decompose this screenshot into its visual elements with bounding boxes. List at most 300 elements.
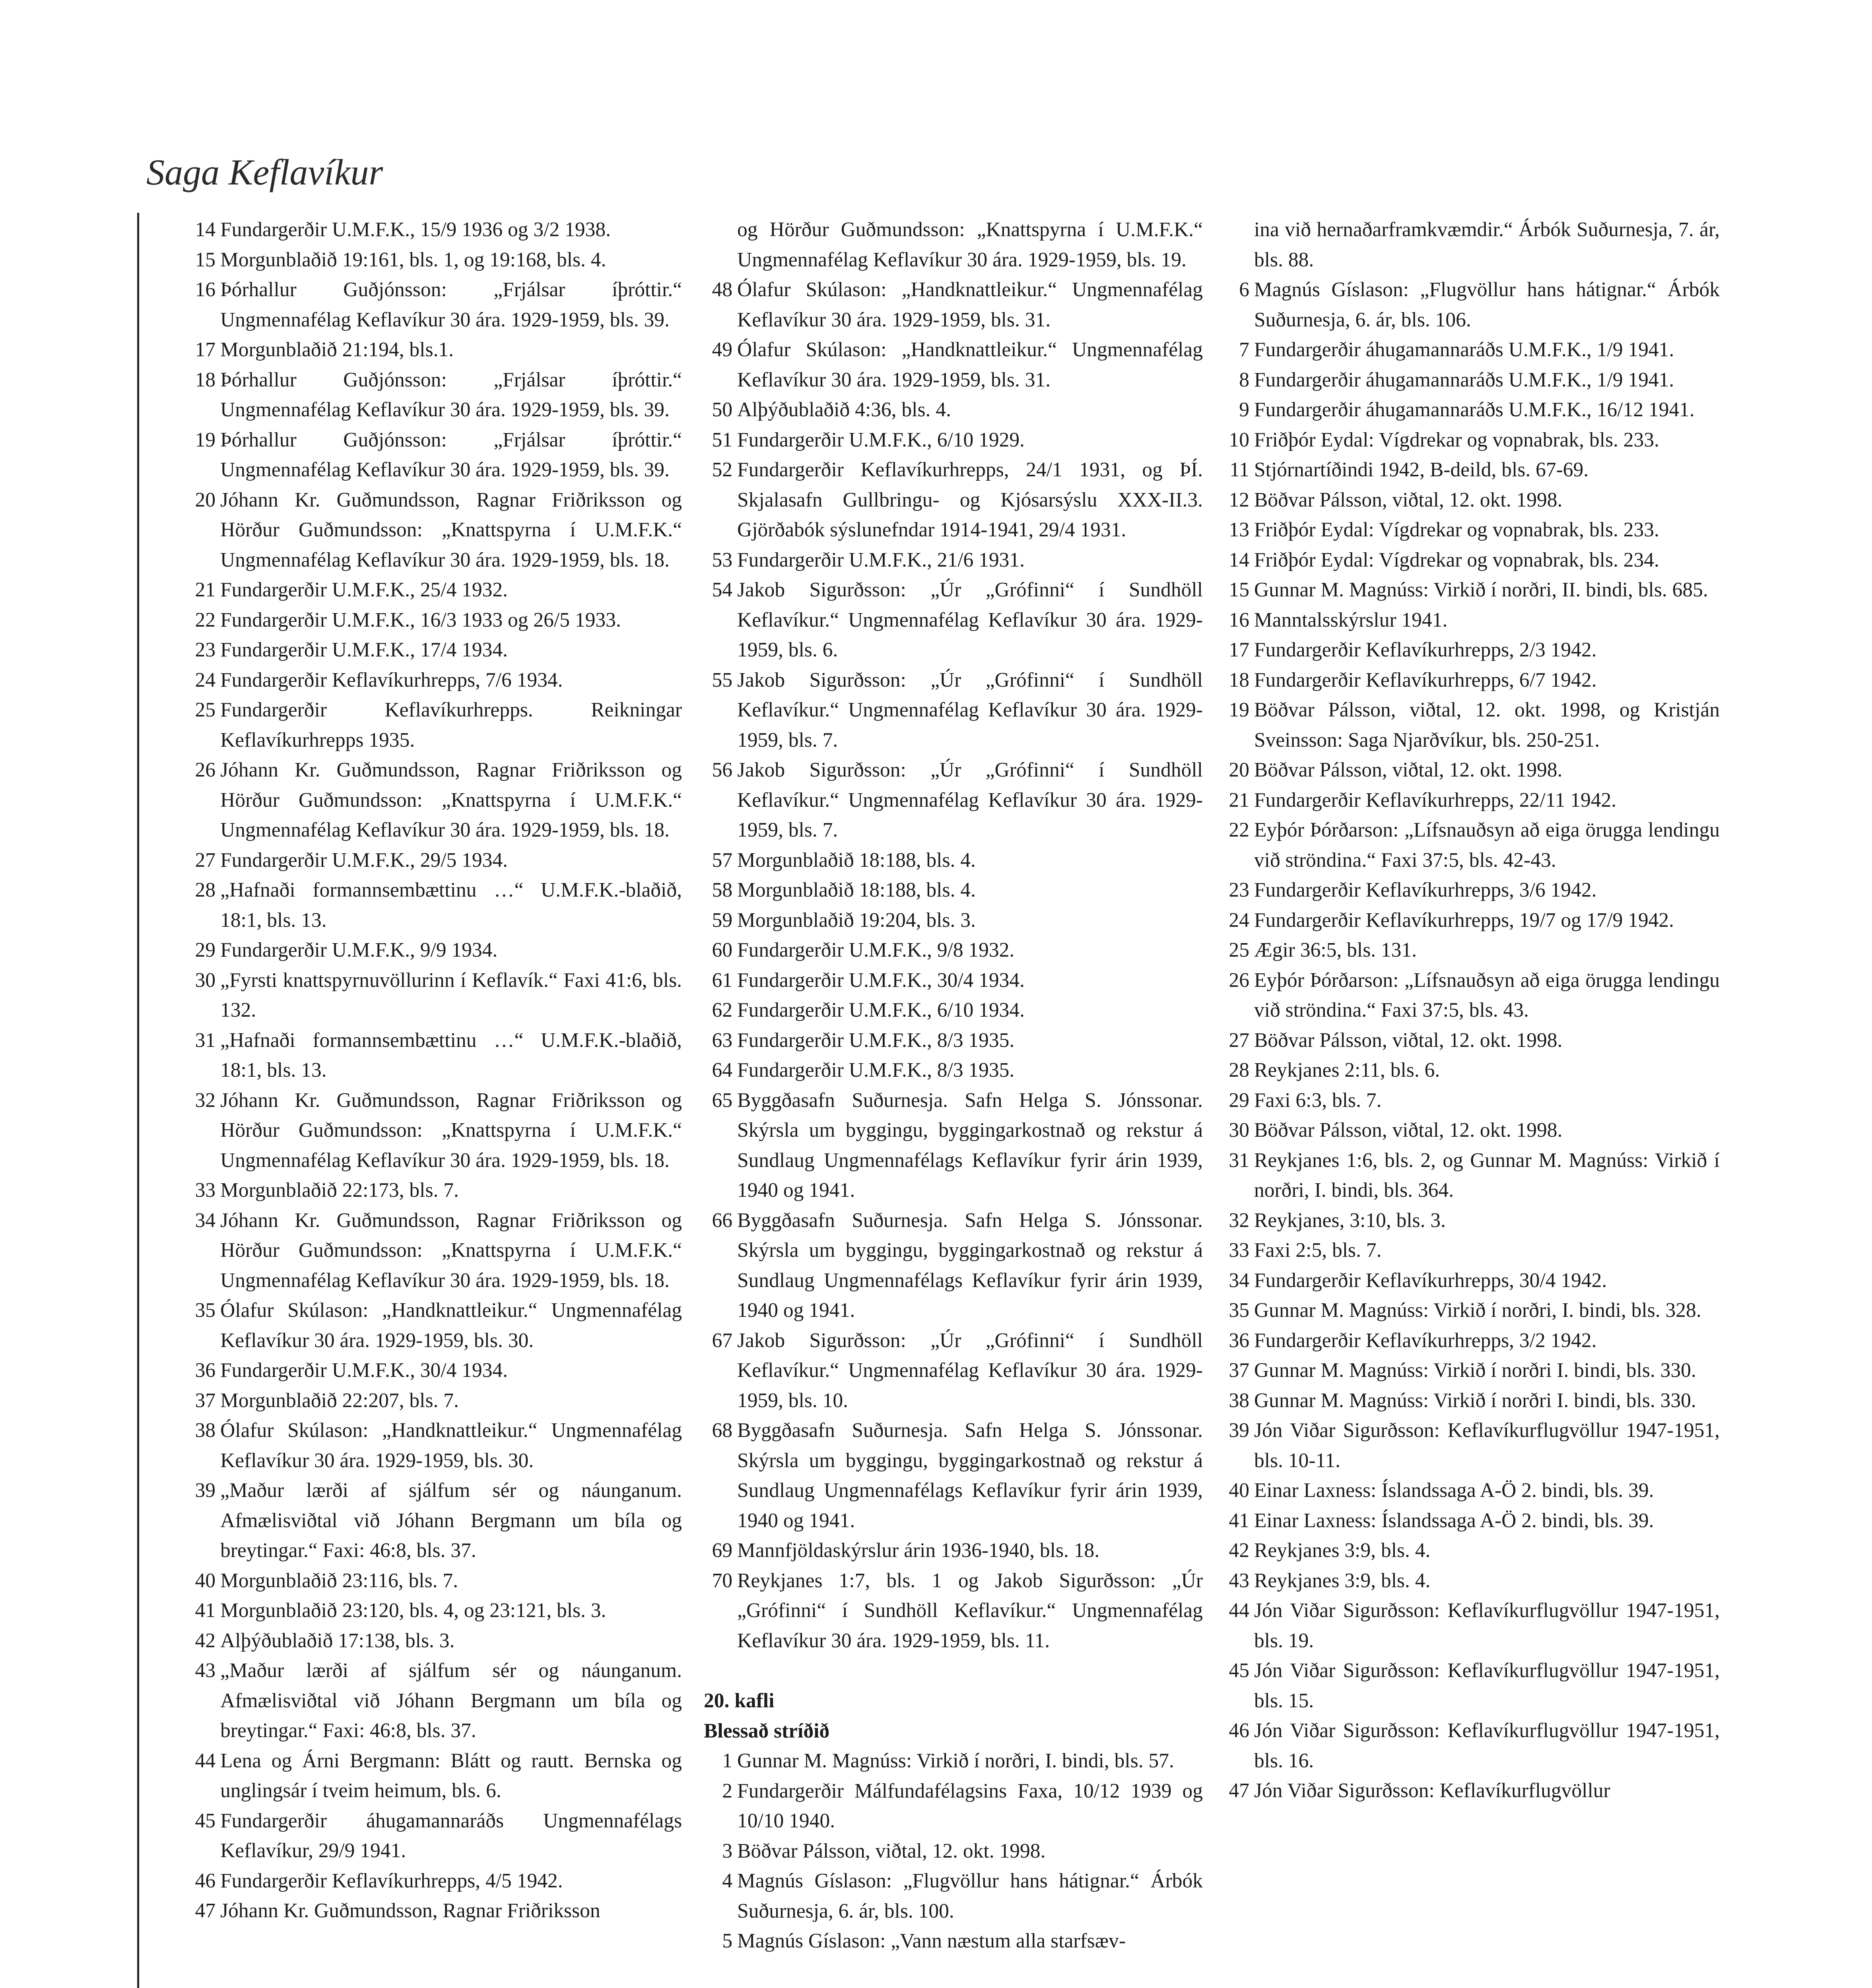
footnote-text: og Hörður Guðmundsson: „Knattspyrna í U.M.F.K.“ Ungmennafélag Keflavíkur 30 ára. 1929-1959, bls. 19. [737, 218, 1203, 271]
footnote-number: 18 [195, 368, 216, 391]
footnote [1221, 1475, 1720, 1506]
footnote [187, 1746, 682, 1806]
footnote-text: Morgunblaðið 21:194, bls.1. [220, 338, 454, 361]
footnote-number: 21 [195, 579, 216, 601]
footnote-text: Faxi 2:5, bls. 7. [1254, 1239, 1382, 1262]
footnote-number [704, 215, 737, 275]
footnote [704, 1836, 1203, 1866]
footnote-text: Jón Viðar Sigurðsson: Keflavíkurflugvöllur 1947-1951, bls. 16. [1254, 1719, 1720, 1772]
footnote [187, 1415, 682, 1475]
footnote [1221, 1536, 1720, 1566]
footnote-number: 53 [712, 548, 732, 571]
footnote-number: 11 [1229, 458, 1249, 481]
footnote-text: Fundargerðir áhugamannaráðs U.M.F.K., 1/9 1941. [1254, 338, 1674, 361]
footnote [1221, 665, 1720, 695]
footnote-number: 45 [195, 1809, 216, 1832]
footnote-text: Lena og Árni Bergmann: Blátt og rautt. Bernska og unglingsár í tveim heimum, bls. 6. [220, 1749, 682, 1802]
footnote-text: Fundargerðir Keflavíkurhrepps, 6/7 1942. [1254, 668, 1597, 691]
footnote-number: 21 [1229, 788, 1249, 812]
footnote-number: 15 [1229, 579, 1249, 601]
footnote-number: 4 [722, 1870, 732, 1892]
footnote-number: 30 [195, 969, 216, 992]
footnote-text: Reykjanes 1:7, bls. 1 og Jakob Sigurðsson: „Úr „Grófinni“ í Sundhöll Keflavíkur.“ Ungmennafélag Keflavíkur 30 ára. 1929-1959, bls. 11. [737, 1569, 1203, 1652]
footnote [187, 1175, 682, 1206]
footnote [1221, 935, 1720, 965]
footnote [187, 425, 682, 485]
footnote-number: 42 [1229, 1539, 1249, 1562]
footnote-number: 31 [195, 1029, 216, 1052]
footnote-number: 5 [722, 1930, 732, 1952]
footnote-text: Byggðasafn Suðurnesja. Safn Helga S. Jónssonar. Skýrsla um byggingu, byggingarkostnað og rekstur á Sundlaug Ungmennafélags Keflavíkur fyrir árin 1939, 1940 og 1941. [737, 1089, 1203, 1202]
footnote [1221, 1506, 1720, 1536]
footnote-text: Friðþór Eydal: Vígdrekar og vopnabrak, bls. 233. [1254, 428, 1659, 451]
footnote-number: 43 [1229, 1569, 1249, 1592]
footnote-text: Fundargerðir U.M.F.K., 9/8 1932. [737, 939, 1015, 961]
footnote-text: Böðvar Pálsson, viðtal, 12. okt. 1998. [1254, 488, 1563, 511]
notes-column-2 [704, 215, 1203, 1956]
footnote [704, 755, 1203, 845]
footnote-text: Fundargerðir Keflavíkurhrepps, 24/1 1931, og ÞÍ. Skjalasafn Gullbringu- og Kjósarsýslu XXX-II.3. Gjörðabók sýslunefndar 1914-1941, 29/4 1931. [737, 458, 1203, 541]
footnote [187, 575, 682, 605]
footnote [704, 965, 1203, 996]
footnote-number: 36 [195, 1359, 216, 1382]
footnote [1221, 1326, 1720, 1356]
footnote-text: Þórhallur Guðjónsson: „Frjálsar íþróttir.“ Ungmennafélag Keflavíkur 30 ára. 1929-1959, bls. 39. [220, 428, 682, 481]
footnote [1221, 905, 1720, 936]
footnote-text: Fundargerðir Keflavíkurhrepps, 19/7 og 17/9 1942. [1254, 909, 1674, 932]
footnote-number: 46 [1229, 1719, 1249, 1742]
footnote-number [1221, 215, 1254, 275]
footnote-number: 19 [195, 428, 216, 451]
footnote-text: Reykjanes 1:6, bls. 2, og Gunnar M. Magnúss: Virkið í norðri, I. bindi, bls. 364. [1254, 1149, 1720, 1202]
footnote [187, 365, 682, 425]
footnote-text: „Hafnaði formannsembættinu …“ U.M.F.K.-blaðið, 18:1, bls. 13. [220, 1029, 682, 1081]
footnote-text: Fundargerðir U.M.F.K., 15/9 1936 og 3/2 1938. [220, 218, 611, 241]
footnote-number: 41 [195, 1599, 216, 1622]
footnote [187, 875, 682, 935]
footnote-number: 36 [1229, 1329, 1249, 1352]
footnote-number: 55 [712, 668, 732, 691]
footnote-text: Manntalsskýrslur 1941. [1254, 608, 1448, 631]
margin-rule [137, 213, 139, 1988]
footnote-text: Fundargerðir U.M.F.K., 16/3 1933 og 26/5 1933. [220, 608, 621, 631]
footnote-number: 35 [195, 1299, 216, 1322]
footnote-text: Faxi 6:3, bls. 7. [1254, 1089, 1382, 1112]
footnote [704, 1566, 1203, 1656]
footnote-number: 33 [1229, 1239, 1249, 1262]
footnote-number: 39 [195, 1479, 216, 1502]
footnote [187, 695, 682, 755]
footnote [1221, 1415, 1720, 1475]
footnote-text: Jóhann Kr. Guðmundsson, Ragnar Friðriksson og Hörður Guðmundsson: „Knattspyrna í U.M.F.K.“ Ungmennafélag Keflavíkur 30 ára. 1929-1959, bls. 18. [220, 1209, 682, 1292]
footnote [704, 1326, 1203, 1416]
footnote [704, 1025, 1203, 1056]
footnote [704, 1776, 1203, 1836]
footnote [1221, 1235, 1720, 1266]
footnote-text: Jakob Sigurðsson: „Úr „Grófinni“ í Sundhöll Keflavíkur.“ Ungmennafélag Keflavíkur 30 ára. 1929-1959, bls. 6. [737, 579, 1203, 661]
footnote-number: 47 [1229, 1779, 1249, 1802]
footnote-number: 30 [1229, 1119, 1249, 1142]
footnote-text: Fundargerðir U.M.F.K., 29/5 1934. [220, 848, 508, 872]
footnote [1221, 1596, 1720, 1656]
footnote-number: 26 [195, 759, 216, 781]
footnote-number: 39 [1229, 1419, 1249, 1442]
footnote-text: Fundargerðir Keflavíkurhrepps, 7/6 1934. [220, 668, 563, 691]
footnote [704, 1746, 1203, 1776]
footnote-text: Mannfjöldaskýrslur árin 1936-1940, bls. 18. [737, 1539, 1100, 1562]
footnote [704, 905, 1203, 936]
footnote-text: ina við hernaðarframkvæmdir.“ Árbók Suðurnesja, 7. ár, bls. 88. [1254, 218, 1720, 271]
footnote [187, 1085, 682, 1176]
footnote-text: Magnús Gíslason: „Flugvöllur hans hátignar.“ Árbók Suðurnesja, 6. ár, bls. 100. [737, 1870, 1203, 1922]
footnote-number: 67 [712, 1329, 732, 1352]
footnote-number: 23 [195, 639, 216, 661]
footnote-number: 9 [1239, 398, 1249, 421]
footnote-number: 23 [1229, 879, 1249, 901]
footnote [187, 845, 682, 876]
footnote-text: Fundargerðir áhugamannaráðs U.M.F.K., 16/12 1941. [1254, 398, 1695, 421]
footnote-number: 17 [195, 338, 216, 361]
footnote [187, 1896, 682, 1926]
footnote [704, 425, 1203, 455]
footnote [1221, 575, 1720, 605]
footnote-text: Fundargerðir U.M.F.K., 30/4 1934. [737, 969, 1025, 992]
footnote-number: 22 [1229, 819, 1249, 841]
footnote [187, 605, 682, 635]
footnote-text: Eyþór Þórðarson: „Lífsnauðsyn að eiga örugga lendingu við ströndina.“ Faxi 37:5, bls. 43. [1254, 969, 1720, 1021]
footnote [704, 275, 1203, 335]
footnote [187, 665, 682, 695]
footnote-number: 27 [195, 848, 216, 872]
footnote-number: 69 [712, 1539, 732, 1562]
footnote-text: Byggðasafn Suðurnesja. Safn Helga S. Jónssonar. Skýrsla um byggingu, byggingarkostnað og rekstur á Sundlaug Ungmennafélags Keflavíkur fyrir árin 1939, 1940 og 1941. [737, 1419, 1203, 1532]
footnote-text: Gunnar M. Magnúss: Virkið í norðri, II. bindi, bls. 685. [1254, 579, 1708, 601]
footnote [1221, 365, 1720, 395]
footnote-text: Fundargerðir Keflavíkurhrepps. Reikningar Keflavíkurhrepps 1935. [220, 699, 682, 751]
footnote-text: „Maður lærði af sjálfum sér og náunganum. Afmælisviðtal við Jóhann Bergmann um bíla og breytingar.“ Faxi: 46:8, bls. 37. [220, 1479, 682, 1562]
footnote [1221, 1355, 1720, 1386]
footnote-text: Magnús Gíslason: „Flugvöllur hans hátignar.“ Árbók Suðurnesja, 6. ár, bls. 106. [1254, 278, 1720, 331]
footnote-number: 3 [722, 1839, 732, 1862]
footnote [704, 845, 1203, 876]
footnote-text: Stjórnartíðindi 1942, B-deild, bls. 67-69. [1254, 458, 1589, 481]
notes-list-chapter-20 [704, 1746, 1203, 1956]
footnote [187, 1475, 682, 1566]
footnote-text: Eyþór Þórðarson: „Lífsnauðsyn að eiga örugga lendingu við ströndina.“ Faxi 37:5, bls. 42-43. [1254, 819, 1720, 872]
footnote-number: 25 [195, 699, 216, 721]
footnote-number: 32 [195, 1089, 216, 1112]
footnote-text: Fundargerðir Keflavíkurhrepps, 4/5 1942. [220, 1869, 563, 1892]
footnote [1221, 1386, 1720, 1416]
footnote [1221, 1115, 1720, 1145]
footnote-number: 27 [1229, 1029, 1249, 1052]
footnote [187, 1295, 682, 1355]
footnote-text: Jakob Sigurðsson: „Úr „Grófinni“ í Sundhöll Keflavíkur.“ Ungmennafélag Keflavíkur 30 ára. 1929-1959, bls. 7. [737, 668, 1203, 751]
footnote-number: 41 [1229, 1509, 1249, 1532]
footnote [1221, 695, 1720, 755]
footnote-number: 14 [195, 218, 216, 241]
footnote [1221, 545, 1720, 575]
footnote [1221, 1776, 1720, 1806]
footnote-text: Reykjanes 3:9, bls. 4. [1254, 1569, 1431, 1592]
footnote-text: Böðvar Pálsson, viðtal, 12. okt. 1998. [1254, 1119, 1563, 1142]
section-spacer [704, 1656, 1203, 1686]
footnote-text: Alþýðublaðið 17:138, bls. 3. [220, 1629, 455, 1652]
footnote [187, 635, 682, 665]
footnote-number: 40 [195, 1569, 216, 1592]
footnote [1221, 395, 1720, 425]
footnote-number: 37 [1229, 1359, 1249, 1382]
footnote-text: „Maður lærði af sjálfum sér og náunganum. Afmælisviðtal við Jóhann Bergmann um bíla og breytingar.“ Faxi: 46:8, bls. 37. [220, 1659, 682, 1742]
running-header: Saga Keflavíkur [146, 152, 383, 192]
footnote-text: Böðvar Pálsson, viðtal, 12. okt. 1998. [1254, 759, 1563, 781]
footnote-text: Morgunblaðið 18:188, bls. 4. [737, 879, 976, 901]
footnote [187, 485, 682, 575]
footnote [187, 755, 682, 845]
footnote-text: Fundargerðir áhugamannaráðs U.M.F.K., 1/9 1941. [1254, 368, 1674, 391]
footnote-number: 16 [1229, 608, 1249, 631]
footnote-number: 34 [1229, 1269, 1249, 1292]
footnote [1221, 425, 1720, 455]
footnote-number: 44 [195, 1749, 216, 1772]
footnote-number: 24 [195, 668, 216, 691]
footnote-number: 15 [195, 248, 216, 271]
footnote-text: Morgunblaðið 22:173, bls. 7. [220, 1179, 459, 1202]
footnote-number: 46 [195, 1869, 216, 1892]
footnote-number: 16 [195, 278, 216, 301]
footnote-text: Böðvar Pálsson, viðtal, 12. okt. 1998, og Kristján Sveinsson: Saga Njarðvíkur, bls. 250-251. [1254, 699, 1720, 751]
footnote-text: Fundargerðir U.M.F.K., 8/3 1935. [737, 1059, 1015, 1081]
footnote-number: 22 [195, 608, 216, 631]
footnote-text: Fundargerðir Keflavíkurhrepps, 3/2 1942. [1254, 1329, 1597, 1352]
footnote [187, 215, 682, 245]
footnote-number: 57 [712, 848, 732, 872]
footnote [1221, 785, 1720, 815]
footnote-number: 40 [1229, 1479, 1249, 1502]
footnote-text: Jóhann Kr. Guðmundsson, Ragnar Friðriksson [220, 1899, 600, 1922]
footnote [187, 1355, 682, 1386]
footnote [1221, 215, 1720, 275]
footnote [704, 395, 1203, 425]
footnote-text: Ólafur Skúlason: „Handknattleikur.“ Ungmennafélag Keflavíkur 30 ára. 1929-1959, bls. 31. [737, 338, 1203, 391]
footnote [704, 1206, 1203, 1326]
footnote-number: 26 [1229, 969, 1249, 992]
footnote-text: Gunnar M. Magnúss: Virkið í norðri I. bindi, bls. 330. [1254, 1389, 1696, 1412]
footnote [704, 1926, 1203, 1956]
footnote [187, 1386, 682, 1416]
footnote-text: Jakob Sigurðsson: „Úr „Grófinni“ í Sundhöll Keflavíkur.“ Ungmennafélag Keflavíkur 30 ára. 1929-1959, bls. 10. [737, 1329, 1203, 1412]
footnote-number: 28 [1229, 1059, 1249, 1081]
footnote [1221, 1295, 1720, 1326]
footnote [1221, 1025, 1720, 1056]
footnote-text: Reykjanes 2:11, bls. 6. [1254, 1059, 1440, 1081]
footnote [187, 1656, 682, 1746]
footnote [704, 1415, 1203, 1536]
footnote [704, 575, 1203, 665]
footnote-text: Reykjanes 3:9, bls. 4. [1254, 1539, 1431, 1562]
footnote-number: 34 [195, 1209, 216, 1232]
footnote [704, 1536, 1203, 1566]
footnote-text: Þórhallur Guðjónsson: „Frjálsar íþróttir.“ Ungmennafélag Keflavíkur 30 ára. 1929-1959, bls. 39. [220, 278, 682, 331]
footnote-text: Alþýðublaðið 4:36, bls. 4. [737, 398, 951, 421]
footnote-number: 28 [195, 879, 216, 901]
footnote-text: Morgunblaðið 22:207, bls. 7. [220, 1389, 459, 1412]
footnote [1221, 455, 1720, 485]
footnote-text: Morgunblaðið 18:188, bls. 4. [737, 848, 976, 872]
footnote [1221, 275, 1720, 335]
footnote [187, 1806, 682, 1866]
footnote-text: Fundargerðir U.M.F.K., 30/4 1934. [220, 1359, 508, 1382]
footnote-text: Fundargerðir Keflavíkurhrepps, 3/6 1942. [1254, 879, 1597, 901]
footnote [704, 545, 1203, 575]
footnote-number: 51 [712, 428, 732, 451]
footnote [187, 245, 682, 275]
footnote-text: „Fyrsti knattspyrnuvöllurinn í Keflavík.“ Faxi 41:6, bls. 132. [220, 969, 682, 1021]
footnote-text: Jón Viðar Sigurðsson: Keflavíkurflugvöllur [1254, 1779, 1610, 1802]
footnote-number: 24 [1229, 909, 1249, 932]
footnote [1221, 485, 1720, 515]
footnote [187, 1596, 682, 1626]
footnote-number: 33 [195, 1179, 216, 1202]
footnote-text: Fundargerðir U.M.F.K., 21/6 1931. [737, 548, 1025, 571]
footnote [1221, 635, 1720, 665]
footnote-number: 13 [1229, 518, 1249, 541]
footnote-number: 50 [712, 398, 732, 421]
footnote-text: Jón Viðar Sigurðsson: Keflavíkurflugvöllur 1947-1951, bls. 19. [1254, 1599, 1720, 1652]
footnote [187, 335, 682, 365]
footnote-number: 59 [712, 909, 732, 932]
footnote-number: 6 [1239, 278, 1249, 301]
footnote-number: 52 [712, 458, 732, 481]
footnote-text: Gunnar M. Magnúss: Virkið í norðri, I. bindi, bls. 57. [737, 1749, 1174, 1772]
footnote [1221, 515, 1720, 545]
footnote-text: Fundargerðir Keflavíkurhrepps, 2/3 1942. [1254, 639, 1597, 661]
footnote-text: Fundargerðir áhugamannaráðs Ungmennafélags Keflavíkur, 29/9 1941. [220, 1809, 682, 1862]
footnote [704, 995, 1203, 1025]
footnote [1221, 1085, 1720, 1116]
footnote-text: Fundargerðir Málfundafélagsins Faxa, 10/12 1939 og 10/10 1940. [737, 1779, 1203, 1832]
footnote-text: Byggðasafn Suðurnesja. Safn Helga S. Jónssonar. Skýrsla um byggingu, byggingarkostnað og rekstur á Sundlaug Ungmennafélags Keflavíkur fyrir árin 1939, 1940 og 1941. [737, 1209, 1203, 1322]
footnote-text: Morgunblaðið 23:120, bls. 4, og 23:121, bls. 3. [220, 1599, 606, 1622]
footnote-text: Gunnar M. Magnúss: Virkið í norðri I. bindi, bls. 330. [1254, 1359, 1696, 1382]
footnote [1221, 1206, 1720, 1236]
footnote [1221, 1716, 1720, 1776]
footnote [1221, 1145, 1720, 1206]
footnote [1221, 335, 1720, 365]
chapter-number: 20. kafli [704, 1689, 775, 1712]
footnote-text: Böðvar Pálsson, viðtal, 12. okt. 1998. [1254, 1029, 1563, 1052]
footnote-text: Böðvar Pálsson, viðtal, 12. okt. 1998. [737, 1839, 1046, 1862]
footnote-number: 58 [712, 879, 732, 901]
footnote-number: 8 [1239, 368, 1249, 391]
footnote-number: 54 [712, 579, 732, 601]
footnote-text: Ólafur Skúlason: „Handknattleikur.“ Ungmennafélag Keflavíkur 30 ára. 1929-1959, bls. 30. [220, 1419, 682, 1472]
footnote-number: 25 [1229, 939, 1249, 961]
footnote-text: Einar Laxness: Íslandssaga A-Ö 2. bindi, bls. 39. [1254, 1509, 1654, 1532]
footnote-number: 17 [1229, 639, 1249, 661]
footnote-text: Morgunblaðið 19:204, bls. 3. [737, 909, 976, 932]
footnote-number: 18 [1229, 668, 1249, 691]
footnote [187, 1626, 682, 1656]
footnote-number: 29 [195, 939, 216, 961]
footnote-text: Ólafur Skúlason: „Handknattleikur.“ Ungmennafélag Keflavíkur 30 ára. 1929-1959, bls. 30. [220, 1299, 682, 1352]
footnote-number: 2 [722, 1779, 732, 1802]
footnote [704, 935, 1203, 965]
notes-column-1 [187, 215, 682, 1926]
footnote-number: 32 [1229, 1209, 1249, 1232]
footnote [704, 1055, 1203, 1085]
footnote-number: 47 [195, 1899, 216, 1922]
footnote-text: Jakob Sigurðsson: „Úr „Grófinni“ í Sundhöll Keflavíkur.“ Ungmennafélag Keflavíkur 30 ára. 1929-1959, bls. 7. [737, 759, 1203, 841]
footnote-text: Reykjanes, 3:10, bls. 3. [1254, 1209, 1446, 1232]
footnote-number: 12 [1229, 488, 1249, 511]
footnote-number: 56 [712, 759, 732, 781]
footnote [187, 1206, 682, 1296]
footnote-number: 38 [195, 1419, 216, 1442]
footnote [187, 1566, 682, 1596]
footnote [704, 1866, 1203, 1926]
footnote-number: 38 [1229, 1389, 1249, 1412]
footnote-number: 14 [1229, 548, 1249, 571]
footnote [187, 1866, 682, 1896]
footnote-number: 44 [1229, 1599, 1249, 1622]
footnote-text: Jón Viðar Sigurðsson: Keflavíkurflugvöllur 1947-1951, bls. 15. [1254, 1659, 1720, 1712]
footnote [1221, 1266, 1720, 1296]
footnote [1221, 1566, 1720, 1596]
footnote [704, 665, 1203, 755]
footnote-text: Þórhallur Guðjónsson: „Frjálsar íþróttir.“ Ungmennafélag Keflavíkur 30 ára. 1929-1959, bls. 39. [220, 368, 682, 421]
footnote-text: Fundargerðir U.M.F.K., 9/9 1934. [220, 939, 498, 961]
footnote-number: 48 [712, 278, 732, 301]
footnote-number: 70 [712, 1569, 732, 1592]
footnote-number: 20 [195, 488, 216, 511]
footnote-text: Morgunblaðið 23:116, bls. 7. [220, 1569, 458, 1592]
footnote-number: 61 [712, 969, 732, 992]
footnote-number: 20 [1229, 759, 1249, 781]
footnote [704, 335, 1203, 395]
footnote-number: 31 [1229, 1149, 1249, 1172]
footnote-text: Fundargerðir U.M.F.K., 6/10 1934. [737, 999, 1025, 1021]
footnote-number: 10 [1229, 428, 1249, 451]
footnote-number: 64 [712, 1059, 732, 1081]
footnote [1221, 875, 1720, 905]
footnote-text: Jóhann Kr. Guðmundsson, Ragnar Friðriksson og Hörður Guðmundsson: „Knattspyrna í U.M.F.K.“ Ungmennafélag Keflavíkur 30 ára. 1929-1959, bls. 18. [220, 488, 682, 571]
footnote [187, 275, 682, 335]
footnote [1221, 605, 1720, 635]
footnote-number: 66 [712, 1209, 732, 1232]
footnote-text: Friðþór Eydal: Vígdrekar og vopnabrak, bls. 233. [1254, 518, 1659, 541]
chapter-title: Blessað stríðið [704, 1719, 830, 1742]
footnote [1221, 965, 1720, 1025]
footnote-text: Gunnar M. Magnúss: Virkið í norðri, I. bindi, bls. 328. [1254, 1299, 1701, 1322]
footnote-number: 62 [712, 999, 732, 1021]
footnote-text: Fundargerðir Keflavíkurhrepps, 22/11 1942. [1254, 788, 1617, 812]
footnote-number: 63 [712, 1029, 732, 1052]
footnote [704, 455, 1203, 545]
footnote-text: Jóhann Kr. Guðmundsson, Ragnar Friðriksson og Hörður Guðmundsson: „Knattspyrna í U.M.F.K.“ Ungmennafélag Keflavíkur 30 ára. 1929-1959, bls. 18. [220, 1089, 682, 1172]
footnote-number: 35 [1229, 1299, 1249, 1322]
footnote-text: Fundargerðir U.M.F.K., 17/4 1934. [220, 639, 508, 661]
footnote-text: Jón Viðar Sigurðsson: Keflavíkurflugvöllur 1947-1951, bls. 10-11. [1254, 1419, 1720, 1472]
footnote-text: „Hafnaði formannsembættinu …“ U.M.F.K.-blaðið, 18:1, bls. 13. [220, 879, 682, 932]
footnote-text: Fundargerðir U.M.F.K., 6/10 1929. [737, 428, 1025, 451]
footnote-number: 7 [1239, 338, 1249, 361]
footnote [1221, 1656, 1720, 1716]
footnote-number: 68 [712, 1419, 732, 1442]
footnote-number: 49 [712, 338, 732, 361]
footnote [704, 875, 1203, 905]
footnote [1221, 1055, 1720, 1085]
